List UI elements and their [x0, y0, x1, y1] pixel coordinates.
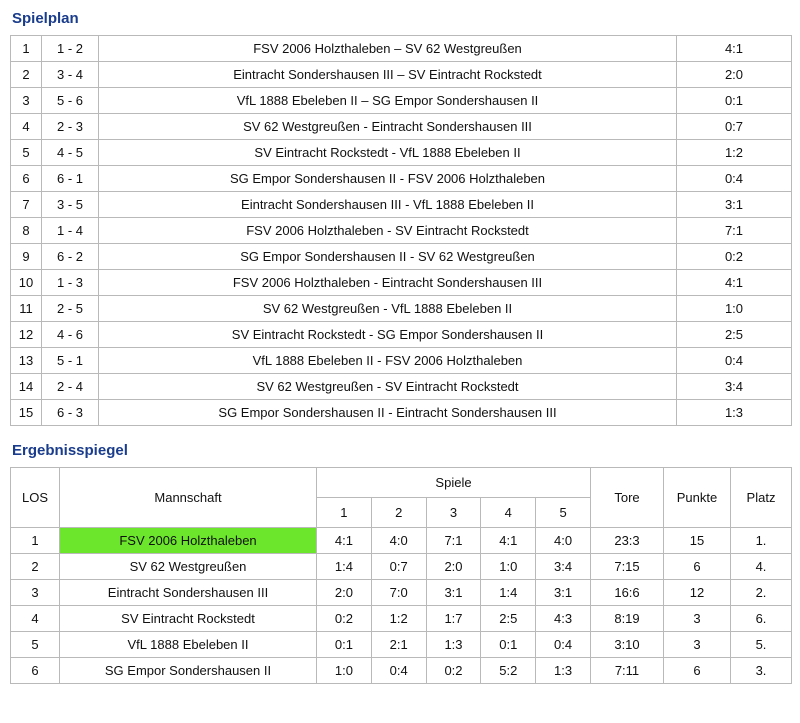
- standings-game-2: 4:0: [371, 528, 426, 554]
- standings-game-5: 3:1: [536, 580, 591, 606]
- standings-game-3: 2:0: [426, 554, 481, 580]
- fixture-result: 3:1: [677, 192, 792, 218]
- fixture-match: SV Eintracht Rockstedt - VfL 1888 Ebeleben II: [99, 140, 677, 166]
- fixture-result: 2:5: [677, 322, 792, 348]
- standings-game-5: 3:4: [536, 554, 591, 580]
- fixture-pairing: 5 - 6: [42, 88, 99, 114]
- fixture-match: SV 62 Westgreußen - VfL 1888 Ebeleben II: [99, 296, 677, 322]
- column-header-tore: Tore: [591, 468, 664, 528]
- standings-tore: 23:3: [591, 528, 664, 554]
- fixture-match: SG Empor Sondershausen II - SV 62 Westgreußen: [99, 244, 677, 270]
- table-row: [11, 554, 792, 580]
- fixture-number: 10: [11, 270, 42, 296]
- standings-team: SG Empor Sondershausen II: [60, 658, 317, 684]
- table-row: [11, 192, 792, 218]
- fixture-match: Eintracht Sondershausen III – SV Eintracht Rockstedt: [99, 62, 677, 88]
- standings-los: 1: [11, 528, 60, 554]
- table-row: [11, 632, 792, 658]
- standings-tore: 8:19: [591, 606, 664, 632]
- fixture-result: 7:1: [677, 218, 792, 244]
- table-row: [11, 62, 792, 88]
- standings-los: 5: [11, 632, 60, 658]
- table-row: [11, 374, 792, 400]
- fixture-pairing: 2 - 3: [42, 114, 99, 140]
- standings-game-5: 4:0: [536, 528, 591, 554]
- standings-game-1: 1:0: [317, 658, 372, 684]
- column-header-mannschaft: Mannschaft: [60, 468, 317, 528]
- fixture-pairing: 2 - 4: [42, 374, 99, 400]
- standings-table-body: [11, 528, 792, 684]
- column-header-los: LOS: [11, 468, 60, 528]
- table-row: [11, 400, 792, 426]
- column-header-spiel-4: 4: [481, 498, 536, 528]
- standings-game-4: 1:4: [481, 580, 536, 606]
- fixture-result: 4:1: [677, 36, 792, 62]
- table-row: [11, 218, 792, 244]
- table-row: [11, 140, 792, 166]
- fixture-pairing: 4 - 5: [42, 140, 99, 166]
- fixture-result: 1:2: [677, 140, 792, 166]
- standings-tore: 7:15: [591, 554, 664, 580]
- standings-game-1: 0:2: [317, 606, 372, 632]
- fixtures-table-body: [11, 36, 792, 426]
- fixture-number: 3: [11, 88, 42, 114]
- standings-game-3: 0:2: [426, 658, 481, 684]
- fixtures-table: [10, 35, 792, 426]
- fixture-match: Eintracht Sondershausen III - VfL 1888 Ebeleben II: [99, 192, 677, 218]
- fixture-pairing: 6 - 1: [42, 166, 99, 192]
- fixture-number: 13: [11, 348, 42, 374]
- standings-game-1: 4:1: [317, 528, 372, 554]
- column-header-spiel-3: 3: [426, 498, 481, 528]
- fixture-match: FSV 2006 Holzthaleben – SV 62 Westgreußen: [99, 36, 677, 62]
- fixture-match: SV 62 Westgreußen - Eintracht Sondershausen III: [99, 114, 677, 140]
- fixture-pairing: 6 - 3: [42, 400, 99, 426]
- standings-punkte: 6: [664, 554, 731, 580]
- page-title-spielplan: Spielplan: [12, 10, 79, 27]
- standings-team: Eintracht Sondershausen III: [60, 580, 317, 606]
- standings-tore: 3:10: [591, 632, 664, 658]
- fixture-match: SG Empor Sondershausen II - Eintracht Sondershausen III: [99, 400, 677, 426]
- standings-platz: 3.: [731, 658, 792, 684]
- standings-game-2: 7:0: [371, 580, 426, 606]
- standings-punkte: 12: [664, 580, 731, 606]
- standings-game-5: 1:3: [536, 658, 591, 684]
- fixture-pairing: 3 - 5: [42, 192, 99, 218]
- standings-game-1: 1:4: [317, 554, 372, 580]
- standings-game-4: 5:2: [481, 658, 536, 684]
- fixture-pairing: 5 - 1: [42, 348, 99, 374]
- standings-game-4: 2:5: [481, 606, 536, 632]
- fixture-result: 3:4: [677, 374, 792, 400]
- fixture-number: 8: [11, 218, 42, 244]
- standings-platz: 2.: [731, 580, 792, 606]
- standings-punkte: 6: [664, 658, 731, 684]
- column-header-platz: Platz: [731, 468, 792, 528]
- standings-game-2: 1:2: [371, 606, 426, 632]
- table-row: [11, 296, 792, 322]
- column-header-spiele: Spiele: [317, 468, 591, 498]
- standings-game-5: 4:3: [536, 606, 591, 632]
- fixture-match: SV 62 Westgreußen - SV Eintracht Rockstedt: [99, 374, 677, 400]
- fixture-result: 1:3: [677, 400, 792, 426]
- fixture-number: 11: [11, 296, 42, 322]
- fixture-result: 0:2: [677, 244, 792, 270]
- column-header-spiel-2: 2: [371, 498, 426, 528]
- standings-platz: 1.: [731, 528, 792, 554]
- table-row: [11, 36, 792, 62]
- fixture-number: 4: [11, 114, 42, 140]
- standings-punkte: 3: [664, 632, 731, 658]
- table-row: [11, 244, 792, 270]
- fixture-pairing: 6 - 2: [42, 244, 99, 270]
- standings-punkte: 15: [664, 528, 731, 554]
- fixture-number: 12: [11, 322, 42, 348]
- standings-game-1: 2:0: [317, 580, 372, 606]
- standings-game-1: 0:1: [317, 632, 372, 658]
- table-row: [11, 166, 792, 192]
- standings-tore: 7:11: [591, 658, 664, 684]
- standings-game-3: 7:1: [426, 528, 481, 554]
- fixture-pairing: 4 - 6: [42, 322, 99, 348]
- standings-los: 2: [11, 554, 60, 580]
- fixture-match: SV Eintracht Rockstedt - SG Empor Sondershausen II: [99, 322, 677, 348]
- standings-punkte: 3: [664, 606, 731, 632]
- fixture-pairing: 2 - 5: [42, 296, 99, 322]
- column-header-punkte: Punkte: [664, 468, 731, 528]
- fixture-match: VfL 1888 Ebeleben II - FSV 2006 Holzthaleben: [99, 348, 677, 374]
- standings-game-3: 1:7: [426, 606, 481, 632]
- fixture-result: 0:4: [677, 348, 792, 374]
- fixture-pairing: 1 - 2: [42, 36, 99, 62]
- fixture-number: 2: [11, 62, 42, 88]
- standings-game-3: 3:1: [426, 580, 481, 606]
- standings-team: SV Eintracht Rockstedt: [60, 606, 317, 632]
- table-row: [11, 580, 792, 606]
- fixture-result: 2:0: [677, 62, 792, 88]
- standings-los: 6: [11, 658, 60, 684]
- table-row: [11, 114, 792, 140]
- fixture-result: 0:4: [677, 166, 792, 192]
- standings-table-head: [11, 468, 792, 528]
- standings-team: VfL 1888 Ebeleben II: [60, 632, 317, 658]
- fixture-result: 1:0: [677, 296, 792, 322]
- fixture-number: 5: [11, 140, 42, 166]
- standings-game-2: 0:4: [371, 658, 426, 684]
- fixture-result: 0:7: [677, 114, 792, 140]
- fixture-pairing: 3 - 4: [42, 62, 99, 88]
- standings-game-2: 0:7: [371, 554, 426, 580]
- standings-team: FSV 2006 Holzthaleben: [60, 528, 317, 554]
- fixture-match: VfL 1888 Ebeleben II – SG Empor Sondershausen II: [99, 88, 677, 114]
- standings-game-4: 4:1: [481, 528, 536, 554]
- table-row: [11, 606, 792, 632]
- standings-los: 3: [11, 580, 60, 606]
- fixture-pairing: 1 - 4: [42, 218, 99, 244]
- column-header-spiel-1: 1: [317, 498, 372, 528]
- fixture-number: 6: [11, 166, 42, 192]
- fixture-number: 7: [11, 192, 42, 218]
- fixture-number: 14: [11, 374, 42, 400]
- fixture-number: 9: [11, 244, 42, 270]
- fixture-number: 15: [11, 400, 42, 426]
- standings-tore: 16:6: [591, 580, 664, 606]
- fixture-match: SG Empor Sondershausen II - FSV 2006 Holzthaleben: [99, 166, 677, 192]
- standings-platz: 6.: [731, 606, 792, 632]
- standings-team: SV 62 Westgreußen: [60, 554, 317, 580]
- standings-header-row: [11, 468, 792, 498]
- standings-game-5: 0:4: [536, 632, 591, 658]
- table-row: [11, 322, 792, 348]
- standings-platz: 5.: [731, 632, 792, 658]
- column-header-spiel-5: 5: [536, 498, 591, 528]
- table-row: [11, 528, 792, 554]
- standings-los: 4: [11, 606, 60, 632]
- fixture-pairing: 1 - 3: [42, 270, 99, 296]
- table-row: [11, 270, 792, 296]
- standings-game-4: 1:0: [481, 554, 536, 580]
- standings-game-4: 0:1: [481, 632, 536, 658]
- standings-table: [10, 467, 792, 684]
- fixture-result: 0:1: [677, 88, 792, 114]
- fixture-match: FSV 2006 Holzthaleben - SV Eintracht Rockstedt: [99, 218, 677, 244]
- table-row: [11, 658, 792, 684]
- standings-platz: 4.: [731, 554, 792, 580]
- table-row: [11, 88, 792, 114]
- fixture-match: FSV 2006 Holzthaleben - Eintracht Sondershausen III: [99, 270, 677, 296]
- page-title-ergebnisspiegel: Ergebnisspiegel: [12, 442, 128, 459]
- table-row: [11, 348, 792, 374]
- standings-game-2: 2:1: [371, 632, 426, 658]
- fixture-number: 1: [11, 36, 42, 62]
- standings-game-3: 1:3: [426, 632, 481, 658]
- fixture-result: 4:1: [677, 270, 792, 296]
